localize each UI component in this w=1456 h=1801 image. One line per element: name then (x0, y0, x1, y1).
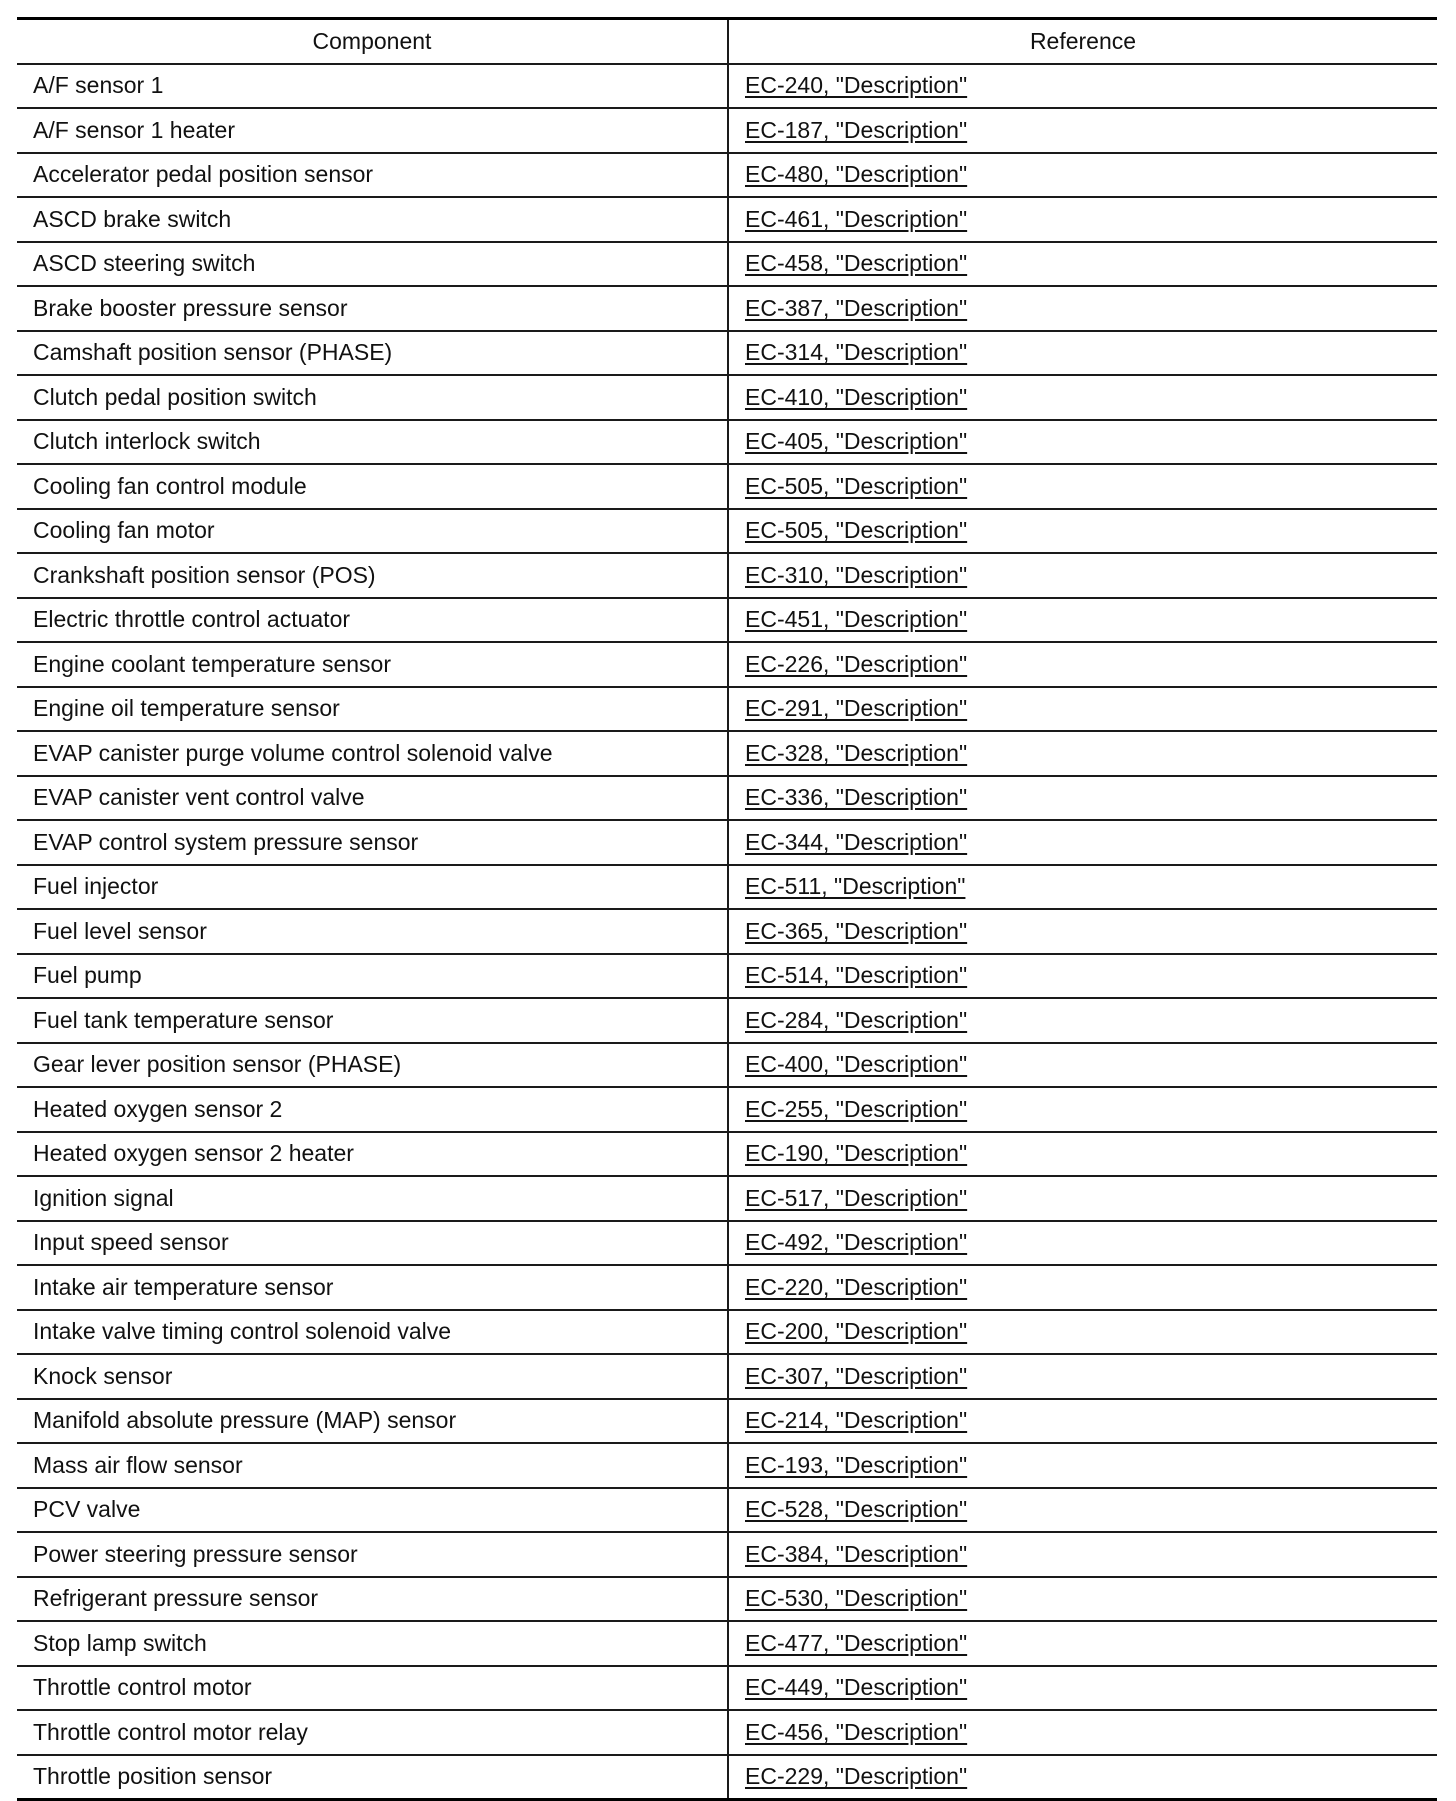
component-cell: Manifold absolute pressure (MAP) sensor (17, 1399, 728, 1444)
reference-link[interactable]: EC-344, "Description" (745, 828, 968, 855)
reference-link[interactable]: EC-505, "Description" (745, 472, 968, 499)
component-cell: Throttle position sensor (17, 1755, 728, 1800)
reference-link[interactable]: EC-190, "Description" (745, 1140, 968, 1167)
reference-cell (728, 687, 1437, 732)
reference-cell (728, 153, 1437, 198)
reference-link[interactable]: EC-229, "Description" (745, 1763, 968, 1790)
table-row (17, 1488, 1437, 1533)
header-row (17, 19, 1437, 64)
column-header-reference: Reference (1029, 27, 1137, 54)
component-cell: Fuel pump (17, 954, 728, 999)
column-header-component: Component (17, 19, 728, 64)
table-row (17, 1399, 1437, 1444)
reference-link[interactable]: EC-517, "Description" (745, 1184, 968, 1211)
table-row (17, 731, 1437, 776)
reference-link[interactable]: EC-456, "Description" (745, 1718, 968, 1745)
table-row (17, 375, 1437, 420)
table-row (17, 553, 1437, 598)
reference-cell (728, 1532, 1437, 1577)
reference-cell (728, 1176, 1437, 1221)
table-row (17, 420, 1437, 465)
reference-cell (728, 998, 1437, 1043)
reference-link[interactable]: EC-240, "Description" (745, 72, 968, 99)
component-cell: Heated oxygen sensor 2 (17, 1087, 728, 1132)
reference-link[interactable]: EC-530, "Description" (745, 1585, 968, 1612)
table-row (17, 909, 1437, 954)
reference-cell (728, 509, 1437, 554)
reference-link[interactable]: EC-458, "Description" (745, 250, 968, 277)
component-cell: EVAP control system pressure sensor (17, 820, 728, 865)
table-row (17, 1354, 1437, 1399)
table-row (17, 954, 1437, 999)
table-row (17, 509, 1437, 554)
reference-link[interactable]: EC-492, "Description" (745, 1229, 968, 1256)
reference-link[interactable]: EC-461, "Description" (745, 205, 968, 232)
reference-link[interactable]: EC-365, "Description" (745, 917, 968, 944)
reference-link[interactable]: EC-307, "Description" (745, 1362, 968, 1389)
reference-cell (728, 420, 1437, 465)
reference-cell (728, 954, 1437, 999)
reference-cell (728, 1710, 1437, 1755)
component-cell: EVAP canister purge volume control solenoid valve (17, 731, 728, 776)
table-row (17, 865, 1437, 910)
table-row (17, 1710, 1437, 1755)
reference-link[interactable]: EC-514, "Description" (745, 962, 968, 989)
reference-link[interactable]: EC-477, "Description" (745, 1629, 968, 1656)
component-cell: Camshaft position sensor (PHASE) (17, 331, 728, 376)
table-row (17, 1043, 1437, 1088)
table-row (17, 998, 1437, 1043)
reference-link[interactable]: EC-384, "Description" (745, 1540, 968, 1567)
table-row (17, 108, 1437, 153)
component-cell: Ignition signal (17, 1176, 728, 1221)
reference-link[interactable]: EC-310, "Description" (745, 561, 968, 588)
component-cell: Fuel level sensor (17, 909, 728, 954)
reference-cell (728, 1310, 1437, 1355)
reference-cell (728, 1621, 1437, 1666)
table-row (17, 776, 1437, 821)
component-cell: Mass air flow sensor (17, 1443, 728, 1488)
reference-cell (728, 1666, 1437, 1711)
reference-link[interactable]: EC-193, "Description" (745, 1451, 968, 1478)
reference-link[interactable]: EC-387, "Description" (745, 294, 968, 321)
reference-link[interactable]: EC-410, "Description" (745, 383, 968, 410)
reference-link[interactable]: EC-214, "Description" (745, 1407, 968, 1434)
reference-cell (728, 642, 1437, 687)
component-cell: Throttle control motor (17, 1666, 728, 1711)
reference-cell (728, 286, 1437, 331)
component-cell: Refrigerant pressure sensor (17, 1577, 728, 1622)
component-cell: Knock sensor (17, 1354, 728, 1399)
component-cell: Intake valve timing control solenoid valve (17, 1310, 728, 1355)
reference-link[interactable]: EC-226, "Description" (745, 650, 968, 677)
component-cell: Crankshaft position sensor (POS) (17, 553, 728, 598)
component-cell: Fuel injector (17, 865, 728, 910)
reference-cell (728, 776, 1437, 821)
table-row (17, 1132, 1437, 1177)
component-cell: PCV valve (17, 1488, 728, 1533)
table-row (17, 1310, 1437, 1355)
reference-link[interactable]: EC-480, "Description" (745, 161, 968, 188)
reference-cell (728, 197, 1437, 242)
table-row (17, 598, 1437, 643)
table-row (17, 242, 1437, 287)
table-row (17, 1577, 1437, 1622)
component-cell: Electric throttle control actuator (17, 598, 728, 643)
table-row (17, 331, 1437, 376)
component-cell: ASCD steering switch (17, 242, 728, 287)
table-row (17, 687, 1437, 732)
reference-cell (728, 464, 1437, 509)
reference-link[interactable]: EC-511, "Description" (745, 873, 966, 900)
table-row (17, 1755, 1437, 1800)
table-row (17, 642, 1437, 687)
table-row (17, 464, 1437, 509)
reference-link[interactable]: EC-505, "Description" (745, 517, 968, 544)
component-cell: Accelerator pedal position sensor (17, 153, 728, 198)
reference-cell (728, 865, 1437, 910)
component-cell: Fuel tank temperature sensor (17, 998, 728, 1043)
component-cell: Throttle control motor relay (17, 1710, 728, 1755)
reference-link[interactable]: EC-284, "Description" (745, 1006, 968, 1033)
table-row (17, 1087, 1437, 1132)
reference-cell (728, 1488, 1437, 1533)
component-cell: Power steering pressure sensor (17, 1532, 728, 1577)
component-cell: Engine oil temperature sensor (17, 687, 728, 732)
component-cell: Intake air temperature sensor (17, 1265, 728, 1310)
reference-cell (728, 375, 1437, 420)
table-row (17, 1621, 1437, 1666)
reference-link[interactable]: EC-328, "Description" (745, 739, 968, 766)
reference-link[interactable]: EC-405, "Description" (745, 428, 968, 455)
component-cell: A/F sensor 1 (17, 64, 728, 109)
component-cell: Cooling fan motor (17, 509, 728, 554)
reference-link[interactable]: EC-336, "Description" (745, 784, 968, 811)
table-row (17, 1221, 1437, 1266)
reference-cell (728, 1577, 1437, 1622)
reference-cell (728, 731, 1437, 776)
reference-cell (728, 242, 1437, 287)
reference-link[interactable]: EC-451, "Description" (745, 606, 968, 633)
table-row (17, 1265, 1437, 1310)
table-header (17, 19, 1437, 64)
reference-cell (728, 1354, 1437, 1399)
reference-link[interactable]: EC-449, "Description" (745, 1674, 968, 1701)
reference-cell (728, 1443, 1437, 1488)
reference-cell (728, 64, 1437, 109)
component-cell: Input speed sensor (17, 1221, 728, 1266)
reference-cell (728, 1221, 1437, 1266)
component-cell: Engine coolant temperature sensor (17, 642, 728, 687)
component-cell: Heated oxygen sensor 2 heater (17, 1132, 728, 1177)
reference-link[interactable]: EC-291, "Description" (745, 695, 968, 722)
reference-cell (728, 1132, 1437, 1177)
reference-link[interactable]: EC-255, "Description" (745, 1095, 968, 1122)
reference-link[interactable]: EC-200, "Description" (745, 1318, 968, 1345)
reference-cell (728, 1399, 1437, 1444)
table-row (17, 1176, 1437, 1221)
component-cell: Stop lamp switch (17, 1621, 728, 1666)
reference-cell (728, 1265, 1437, 1310)
component-cell: EVAP canister vent control valve (17, 776, 728, 821)
reference-cell (728, 1755, 1437, 1800)
reference-cell (728, 553, 1437, 598)
table-row (17, 1532, 1437, 1577)
component-cell: Brake booster pressure sensor (17, 286, 728, 331)
reference-link[interactable]: EC-187, "Description" (745, 116, 968, 143)
table-row (17, 197, 1437, 242)
reference-cell (728, 598, 1437, 643)
table-row (17, 820, 1437, 865)
reference-link[interactable]: EC-528, "Description" (745, 1496, 968, 1523)
reference-cell (728, 331, 1437, 376)
table-row (17, 1443, 1437, 1488)
component-cell: Cooling fan control module (17, 464, 728, 509)
reference-link[interactable]: EC-220, "Description" (745, 1273, 968, 1300)
table-row (17, 64, 1437, 109)
component-cell: Gear lever position sensor (PHASE) (17, 1043, 728, 1088)
component-cell: Clutch pedal position switch (17, 375, 728, 420)
reference-cell (728, 820, 1437, 865)
component-cell: ASCD brake switch (17, 197, 728, 242)
reference-cell (728, 1043, 1437, 1088)
reference-cell (728, 1087, 1437, 1132)
table-body (17, 64, 1437, 1800)
component-cell: A/F sensor 1 heater (17, 108, 728, 153)
reference-cell (728, 909, 1437, 954)
component-cell: Clutch interlock switch (17, 420, 728, 465)
reference-cell (728, 108, 1437, 153)
table-row (17, 286, 1437, 331)
component-reference-table (17, 17, 1437, 1801)
reference-link[interactable]: EC-314, "Description" (745, 339, 968, 366)
table-row (17, 153, 1437, 198)
reference-link[interactable]: EC-400, "Description" (745, 1051, 968, 1078)
table-row (17, 1666, 1437, 1711)
